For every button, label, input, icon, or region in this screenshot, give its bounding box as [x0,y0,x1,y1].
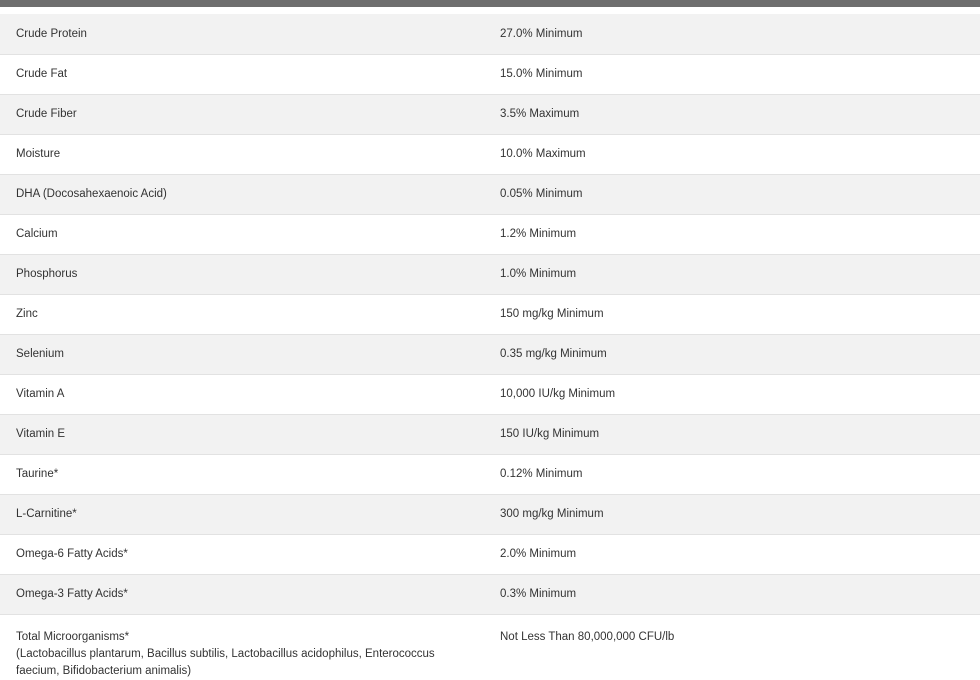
nutrient-name: DHA (Docosahexaenoic Acid) [0,174,484,214]
nutrient-name: Crude Protein [0,14,484,54]
table-row [0,494,980,534]
nutrient-detail: (Lactobacillus plantarum, Bacillus subtilis, Lactobacillus acidophilus, Enterococcus faecium, Bifidobacterium animalis) [16,647,435,677]
guaranteed-analysis-table [0,14,980,680]
nutrient-cell [0,614,484,680]
table-row [0,454,980,494]
nutrient-value: 150 IU/kg Minimum [484,414,980,454]
nutrient-value: 0.3% Minimum [484,574,980,614]
table-row [0,174,980,214]
nutrient-value: 300 mg/kg Minimum [484,494,980,534]
nutrient-value: 15.0% Minimum [484,54,980,94]
nutrient-value: 0.35 mg/kg Minimum [484,334,980,374]
nutrient-value: 10.0% Maximum [484,134,980,174]
nutrient-name: Selenium [0,334,484,374]
nutrient-name: Crude Fiber [0,94,484,134]
nutrient-value: 27.0% Minimum [484,14,980,54]
nutrient-value: 150 mg/kg Minimum [484,294,980,334]
nutrient-name: Zinc [0,294,484,334]
table-row [0,614,980,680]
nutrient-value: Not Less Than 80,000,000 CFU/lb [500,630,675,643]
nutrient-value: 1.2% Minimum [484,214,980,254]
nutrient-name: Total Microorganisms* [16,630,130,643]
nutrient-name: Omega-6 Fatty Acids* [0,534,484,574]
nutrient-name: L-Carnitine* [0,494,484,534]
table-row [0,14,980,54]
nutrient-name: Crude Fat [0,54,484,94]
nutrient-value: 0.05% Minimum [484,174,980,214]
nutrient-name: Phosphorus [0,254,484,294]
table-row [0,574,980,614]
nutrient-name: Vitamin A [0,374,484,414]
nutrient-value: 0.12% Minimum [484,454,980,494]
nutrient-name: Vitamin E [0,414,484,454]
table-row [0,134,980,174]
nutrient-value: 3.5% Maximum [484,94,980,134]
table-row [0,334,980,374]
nutrient-name: Moisture [0,134,484,174]
nutrient-value: 1.0% Minimum [484,254,980,294]
top-bar [0,0,980,7]
nutrient-name: Taurine* [0,454,484,494]
table-row [0,214,980,254]
top-gap [0,7,980,14]
table-row [0,54,980,94]
table-row [0,414,980,454]
table-row [0,374,980,414]
table-row [0,94,980,134]
nutrient-name: Omega-3 Fatty Acids* [0,574,484,614]
nutrient-value: 2.0% Minimum [484,534,980,574]
table-row [0,294,980,334]
table-row [0,254,980,294]
nutrient-value: 10,000 IU/kg Minimum [484,374,980,414]
table-row [0,534,980,574]
nutrient-name: Calcium [0,214,484,254]
